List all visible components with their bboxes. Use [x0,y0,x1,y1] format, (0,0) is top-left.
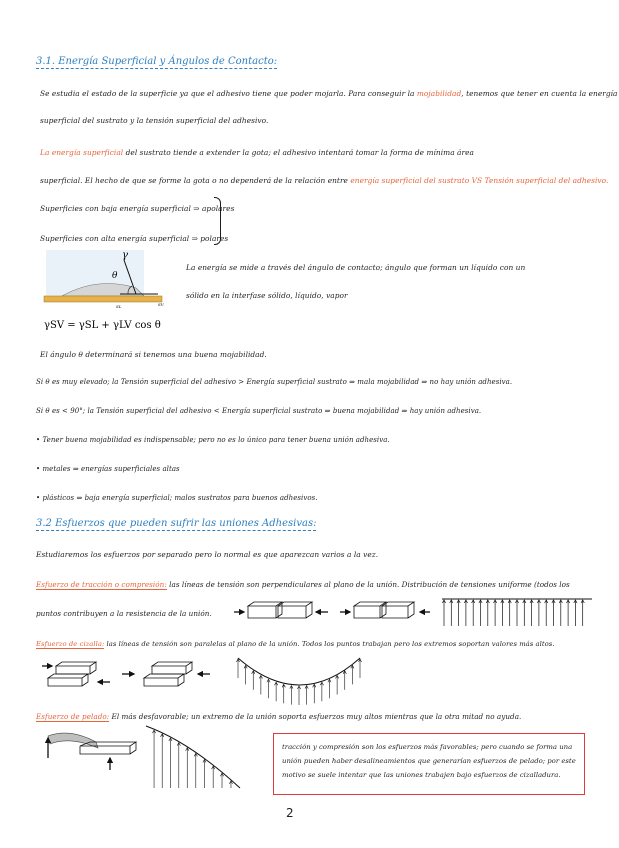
case-low-angle: Si θ es < 90°; la Tensión superficial del adhesivo < Energía superficial sustrato ⇒ buena mojabilidad ⇒ hay unión adhesiva. [36,407,482,415]
highlight-mojabilidad: mojabilidad [416,89,462,98]
paragraph-line: superficial del sustrato y la tensión superficial del adhesivo. [40,116,269,125]
peel-line: Esfuerzo de pelado: El más desfavorable; un extremo de la unión soporta esfuerzos muy altos mientras que la otra mitad no ayuda. [36,712,522,721]
peel-diagram [40,724,270,790]
contact-angle-line: sólido en la interfase sólido, líquido, vapor [186,291,348,300]
traction-line: Esfuerzo de tracción o compresión: las líneas de tensión son perpendiculares al plano de la unión. Distribución de tensiones uniforme (todos los [36,580,570,589]
note-box [273,733,585,795]
theta-label: θ [112,271,118,281]
young-equation: γSV = γSL + γLV cos θ [44,320,161,331]
sl-label: SL [116,304,122,309]
section-title-energia: 3.1. Energía Superficial y Ángulos de Contacto: [36,56,278,67]
section-title-esfuerzos: 3.2 Esfuerzos que pueden sufrir las uniones Adhesivas: [36,518,317,529]
traction-line: puntos contribuyen a la resistencia de la unión. [36,609,212,618]
intro-line: Estudiaremos los esfuerzos por separado pero lo normal es que aparezcan varios a la vez. [36,550,379,559]
theta-line: El ángulo θ determinará si tenemos una buena mojabilidad. [40,350,267,359]
shear-label: Esfuerzo de cizalla: [36,640,105,648]
sv-label: SV [158,302,164,307]
shear-curve [238,658,360,685]
peel-curve [146,726,240,788]
shear-line: Esfuerzo de cizalla: las líneas de tensión son paralelas al plano de la unión. Todos los puntos trabajan pero los extremos soportan valores más altos. [36,640,555,648]
traction-blocks-b [354,602,414,618]
peel-label: Esfuerzo de pelado: [36,712,110,721]
low-energy-line: Superficies con baja energía superficial ⇒ apolares [40,204,235,213]
traction-blocks-a [248,602,312,618]
note-line: motivo se suele intentar que las uniones trabajen bajo esfuerzos de cizalladura. [282,771,561,779]
highlight-energia: La energía superficial [40,148,124,157]
page-number: 2 [286,806,294,820]
peel-stress-arrows [152,730,232,788]
paragraph-line: Se estudia el estado de la superficie ya que el adhesivo tiene que poder mojarla. Para conseguir la mojabilidad, tenemos que tener en cuenta la energía [40,89,618,98]
note-line: tracción y compresión son los esfuerzos más favorables; pero cuando se forma una [282,743,573,751]
gamma-label: γ [122,250,128,261]
paragraph-line: La energía superficial del sustrato tiende a extender la gota; el adhesivo intentará tomar la forma de mínima área [40,148,474,157]
bullet-item: • Tener buena mojabilidad es indispensable; pero no es lo único para tener buena unión adhesiva. [36,436,390,444]
traction-diagram [232,594,604,628]
highlight-relacion: energía superficial del sustrato VS Tensión superficial del adhesivo. [350,176,609,185]
brace [214,197,221,245]
bullet-item: • plásticos ⇒ baja energía superficial; malos sustratos para buenos adhesivos. [36,494,318,502]
shear-blocks-a [48,662,96,686]
substrate [44,296,162,302]
bullet-item: • metales ⇒ energías superficiales altas [36,465,180,473]
note-line: unión pueden haber desalineamientos que generarían esfuerzos de pelado; por este [282,757,576,765]
shear-blocks-b [144,662,192,686]
traction-label: Esfuerzo de tracción o compresión: [36,580,167,589]
shear-stress-arrows [236,659,361,705]
shear-diagram [40,652,400,708]
case-high-angle: Si θ es muy elevado; la Tensión superficial del adhesivo > Energía superficial sustrato ⇒ mala mojabilidad ⇒ no hay unión adhesiva. [36,378,513,386]
contact-angle-line: La energía se mide a través del ángulo de contacto; ángulo que forman un líquido con un [186,263,526,272]
traction-arrows [442,600,584,626]
high-energy-line: Superficies con alta energía superficial ⇒ polares [40,234,229,243]
paragraph-line: superficial. El hecho de que se forme la gota o no dependerá de la relación entre energía superficial del sustrato VS Tensión superficial del adhesivo. [40,176,609,185]
contact-angle-diagram [40,248,180,336]
